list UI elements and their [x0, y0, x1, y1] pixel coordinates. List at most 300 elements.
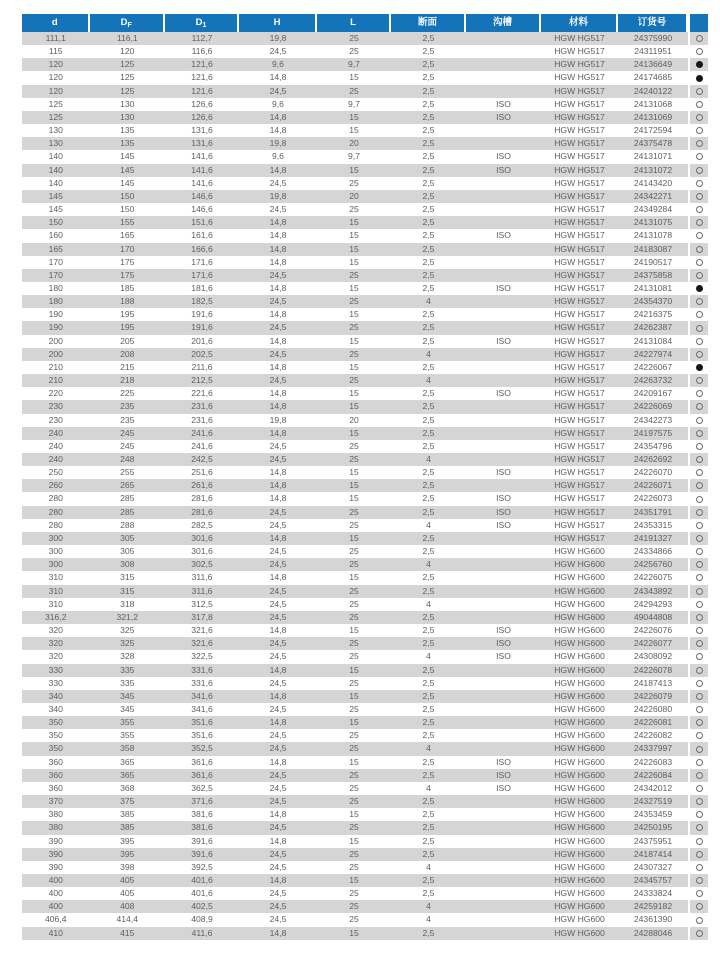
- cell-d1: 211,6: [165, 361, 239, 374]
- cell-df: 414,4: [90, 913, 166, 926]
- cell-d1: 391,6: [165, 835, 239, 848]
- cell-h: 14,8: [239, 400, 317, 413]
- cell-d1: 321,6: [165, 624, 239, 637]
- table-row: [22, 164, 708, 177]
- cell-groove: [466, 374, 541, 387]
- cell-section: 2,5: [391, 256, 466, 269]
- table-row: [22, 216, 708, 229]
- cell-l: 25: [317, 519, 391, 532]
- cell-order-number: 24311951: [618, 45, 688, 58]
- status-empty-circle-icon: [696, 732, 703, 739]
- cell-section: 2,5: [391, 729, 466, 742]
- cell-df: 255: [90, 466, 166, 479]
- cell-l: 15: [317, 808, 391, 821]
- cell-status: [690, 598, 708, 611]
- cell-h: 24,5: [239, 611, 317, 624]
- table-row: [22, 900, 708, 913]
- cell-status: [690, 321, 708, 334]
- cell-material: HGW HG600: [541, 782, 618, 795]
- cell-l: 25: [317, 177, 391, 190]
- status-empty-circle-icon: [696, 759, 703, 766]
- cell-h: 14,8: [239, 124, 317, 137]
- cell-material: HGW HG517: [541, 335, 618, 348]
- cell-l: 25: [317, 269, 391, 282]
- cell-df: 405: [90, 874, 166, 887]
- cell-l: 9,7: [317, 58, 391, 71]
- cell-order-number: 24216375: [618, 308, 688, 321]
- cell-groove: [466, 887, 541, 900]
- cell-df: 225: [90, 387, 166, 400]
- cell-df: 235: [90, 414, 166, 427]
- cell-material: HGW HG600: [541, 756, 618, 769]
- cell-d: 370: [22, 795, 90, 808]
- cell-l: 25: [317, 650, 391, 663]
- cell-l: 15: [317, 532, 391, 545]
- cell-section: 2,5: [391, 637, 466, 650]
- cell-material: HGW HG517: [541, 282, 618, 295]
- cell-section: 2,5: [391, 98, 466, 111]
- cell-l: 15: [317, 927, 391, 940]
- cell-order-number: 24262692: [618, 453, 688, 466]
- cell-order-number: 24307327: [618, 861, 688, 874]
- cell-d: 350: [22, 729, 90, 742]
- status-empty-circle-icon: [696, 298, 703, 305]
- cell-status: [690, 782, 708, 795]
- cell-section: 2,5: [391, 795, 466, 808]
- cell-status: [690, 111, 708, 124]
- cell-df: 408: [90, 900, 166, 913]
- cell-df: 135: [90, 124, 166, 137]
- status-filled-circle-icon: [696, 75, 703, 82]
- cell-df: 185: [90, 282, 166, 295]
- cell-groove: ISO: [466, 756, 541, 769]
- cell-status: [690, 308, 708, 321]
- cell-order-number: 24131071: [618, 150, 688, 163]
- cell-df: 365: [90, 769, 166, 782]
- cell-status: [690, 637, 708, 650]
- cell-section: 2,5: [391, 335, 466, 348]
- cell-status: [690, 900, 708, 913]
- cell-l: 25: [317, 637, 391, 650]
- cell-d1: 161,6: [165, 229, 239, 242]
- cell-h: 14,8: [239, 216, 317, 229]
- cell-groove: [466, 124, 541, 137]
- cell-order-number: 24187413: [618, 677, 688, 690]
- cell-section: 2,5: [391, 874, 466, 887]
- cell-section: 2,5: [391, 690, 466, 703]
- cell-d1: 322,5: [165, 650, 239, 663]
- cell-l: 25: [317, 440, 391, 453]
- cell-order-number: 24353459: [618, 808, 688, 821]
- status-empty-circle-icon: [696, 930, 703, 937]
- table-row: [22, 598, 708, 611]
- status-empty-circle-icon: [696, 338, 703, 345]
- cell-d1: 171,6: [165, 256, 239, 269]
- cell-df: 368: [90, 782, 166, 795]
- cell-d1: 311,6: [165, 571, 239, 584]
- cell-d: 240: [22, 440, 90, 453]
- cell-section: 4: [391, 348, 466, 361]
- status-empty-circle-icon: [696, 574, 703, 581]
- cell-d1: 321,6: [165, 637, 239, 650]
- cell-status: [690, 58, 708, 71]
- status-empty-circle-icon: [696, 798, 703, 805]
- cell-h: 24,5: [239, 729, 317, 742]
- cell-groove: ISO: [466, 506, 541, 519]
- cell-l: 15: [317, 256, 391, 269]
- cell-status: [690, 98, 708, 111]
- cell-h: 14,8: [239, 229, 317, 242]
- cell-df: 325: [90, 624, 166, 637]
- cell-groove: [466, 256, 541, 269]
- cell-material: HGW HG600: [541, 637, 618, 650]
- cell-h: 14,8: [239, 335, 317, 348]
- cell-order-number: 24375951: [618, 835, 688, 848]
- cell-d1: 351,6: [165, 729, 239, 742]
- cell-d: 190: [22, 308, 90, 321]
- table-body: [22, 32, 708, 940]
- cell-l: 15: [317, 361, 391, 374]
- status-empty-circle-icon: [696, 232, 703, 239]
- cell-h: 14,8: [239, 256, 317, 269]
- cell-order-number: 24250195: [618, 821, 688, 834]
- cell-groove: [466, 821, 541, 834]
- cell-groove: [466, 861, 541, 874]
- status-empty-circle-icon: [696, 35, 703, 42]
- cell-d: 360: [22, 769, 90, 782]
- cell-l: 15: [317, 335, 391, 348]
- cell-d1: 121,6: [165, 85, 239, 98]
- cell-order-number: 24226069: [618, 400, 688, 413]
- cell-status: [690, 835, 708, 848]
- cell-groove: [466, 427, 541, 440]
- column-header-label: D: [120, 17, 128, 28]
- cell-d1: 281,6: [165, 492, 239, 505]
- cell-df: 315: [90, 585, 166, 598]
- cell-order-number: 24226067: [618, 361, 688, 374]
- cell-df: 130: [90, 111, 166, 124]
- table-row: [22, 190, 708, 203]
- cell-status: [690, 32, 708, 45]
- cell-df: 188: [90, 295, 166, 308]
- cell-h: 24,5: [239, 203, 317, 216]
- cell-material: HGW HG517: [541, 256, 618, 269]
- cell-d1: 408,9: [165, 913, 239, 926]
- cell-groove: ISO: [466, 150, 541, 163]
- cell-status: [690, 677, 708, 690]
- cell-groove: ISO: [466, 769, 541, 782]
- cell-section: 4: [391, 295, 466, 308]
- cell-d: 210: [22, 374, 90, 387]
- cell-l: 15: [317, 71, 391, 84]
- cell-material: HGW HG517: [541, 321, 618, 334]
- cell-l: 25: [317, 203, 391, 216]
- cell-order-number: 24191327: [618, 532, 688, 545]
- cell-l: 15: [317, 387, 391, 400]
- table-row: [22, 835, 708, 848]
- cell-df: 125: [90, 85, 166, 98]
- cell-d: 115: [22, 45, 90, 58]
- cell-material: HGW HG517: [541, 387, 618, 400]
- table-row: [22, 335, 708, 348]
- status-empty-circle-icon: [696, 522, 703, 529]
- cell-l: 9,7: [317, 150, 391, 163]
- cell-order-number: 24375478: [618, 137, 688, 150]
- table-row: [22, 611, 708, 624]
- cell-d1: 381,6: [165, 821, 239, 834]
- cell-groove: [466, 216, 541, 229]
- status-empty-circle-icon: [696, 851, 703, 858]
- cell-d1: 302,5: [165, 558, 239, 571]
- status-empty-circle-icon: [696, 311, 703, 318]
- cell-d: 316,2: [22, 611, 90, 624]
- cell-h: 24,5: [239, 782, 317, 795]
- cell-groove: ISO: [466, 466, 541, 479]
- cell-l: 20: [317, 137, 391, 150]
- cell-order-number: 24131072: [618, 164, 688, 177]
- table-row: [22, 716, 708, 729]
- cell-l: 15: [317, 164, 391, 177]
- cell-material: HGW HG517: [541, 98, 618, 111]
- cell-d: 380: [22, 821, 90, 834]
- cell-groove: [466, 400, 541, 413]
- cell-d1: 392,5: [165, 861, 239, 874]
- cell-status: [690, 229, 708, 242]
- cell-status: [690, 808, 708, 821]
- cell-section: 4: [391, 861, 466, 874]
- cell-d1: 361,6: [165, 769, 239, 782]
- cell-d1: 361,6: [165, 756, 239, 769]
- cell-l: 15: [317, 282, 391, 295]
- cell-section: 4: [391, 782, 466, 795]
- cell-l: 15: [317, 756, 391, 769]
- cell-section: 2,5: [391, 111, 466, 124]
- table-row: [22, 690, 708, 703]
- cell-d1: 317,8: [165, 611, 239, 624]
- cell-df: 385: [90, 808, 166, 821]
- status-empty-circle-icon: [696, 390, 703, 397]
- cell-material: HGW HG517: [541, 492, 618, 505]
- table-row: [22, 664, 708, 677]
- cell-section: 2,5: [391, 229, 466, 242]
- cell-df: 150: [90, 190, 166, 203]
- status-empty-circle-icon: [696, 430, 703, 437]
- cell-df: 318: [90, 598, 166, 611]
- cell-l: 9,7: [317, 98, 391, 111]
- column-header-status: [690, 14, 708, 32]
- cell-status: [690, 532, 708, 545]
- cell-status: [690, 295, 708, 308]
- cell-d: 160: [22, 229, 90, 242]
- cell-material: HGW HG517: [541, 374, 618, 387]
- cell-h: 14,8: [239, 532, 317, 545]
- cell-d: 240: [22, 427, 90, 440]
- cell-l: 25: [317, 321, 391, 334]
- status-empty-circle-icon: [696, 838, 703, 845]
- cell-material: HGW HG517: [541, 440, 618, 453]
- cell-d1: 282,5: [165, 519, 239, 532]
- cell-h: 14,8: [239, 71, 317, 84]
- column-header-label: d: [51, 17, 58, 28]
- cell-h: 14,8: [239, 308, 317, 321]
- cell-section: 2,5: [391, 203, 466, 216]
- cell-d1: 181,6: [165, 282, 239, 295]
- cell-d: 390: [22, 835, 90, 848]
- table-row: [22, 150, 708, 163]
- cell-groove: [466, 440, 541, 453]
- cell-df: 355: [90, 729, 166, 742]
- cell-section: 4: [391, 742, 466, 755]
- status-empty-circle-icon: [696, 588, 703, 595]
- status-empty-circle-icon: [696, 325, 703, 332]
- cell-material: HGW HG600: [541, 571, 618, 584]
- cell-h: 24,5: [239, 45, 317, 58]
- cell-l: 25: [317, 32, 391, 45]
- cell-l: 25: [317, 887, 391, 900]
- cell-status: [690, 269, 708, 282]
- cell-d: 320: [22, 637, 90, 650]
- cell-d1: 351,6: [165, 716, 239, 729]
- cell-h: 24,5: [239, 374, 317, 387]
- cell-l: 25: [317, 558, 391, 571]
- table-row: [22, 348, 708, 361]
- cell-h: 14,8: [239, 664, 317, 677]
- cell-h: 24,5: [239, 295, 317, 308]
- cell-df: 358: [90, 742, 166, 755]
- cell-order-number: 24354796: [618, 440, 688, 453]
- cell-material: HGW HG600: [541, 624, 618, 637]
- cell-order-number: 24226077: [618, 637, 688, 650]
- cell-material: HGW HG517: [541, 519, 618, 532]
- cell-status: [690, 492, 708, 505]
- cell-material: HGW HG517: [541, 137, 618, 150]
- cell-d: 400: [22, 874, 90, 887]
- cell-df: 405: [90, 887, 166, 900]
- cell-df: 365: [90, 756, 166, 769]
- cell-h: 9,6: [239, 150, 317, 163]
- cell-material: HGW HG517: [541, 177, 618, 190]
- cell-status: [690, 729, 708, 742]
- cell-order-number: 24172594: [618, 124, 688, 137]
- cell-h: 9,6: [239, 58, 317, 71]
- cell-h: 24,5: [239, 177, 317, 190]
- cell-df: 335: [90, 664, 166, 677]
- cell-status: [690, 150, 708, 163]
- cell-order-number: 24226075: [618, 571, 688, 584]
- table-row: [22, 506, 708, 519]
- cell-l: 25: [317, 545, 391, 558]
- cell-df: 315: [90, 571, 166, 584]
- table-row: [22, 479, 708, 492]
- cell-material: HGW HG600: [541, 861, 618, 874]
- status-empty-circle-icon: [696, 153, 703, 160]
- cell-material: HGW HG600: [541, 703, 618, 716]
- cell-d: 120: [22, 85, 90, 98]
- cell-df: 355: [90, 716, 166, 729]
- cell-l: 25: [317, 861, 391, 874]
- table-row: [22, 650, 708, 663]
- cell-section: 2,5: [391, 611, 466, 624]
- cell-groove: [466, 545, 541, 558]
- cell-groove: [466, 874, 541, 887]
- cell-material: HGW HG600: [541, 848, 618, 861]
- table-row: [22, 729, 708, 742]
- table-row: [22, 124, 708, 137]
- cell-df: 285: [90, 492, 166, 505]
- table-row: [22, 545, 708, 558]
- table-row: [22, 519, 708, 532]
- cell-d1: 131,6: [165, 137, 239, 150]
- cell-d: 145: [22, 203, 90, 216]
- cell-material: HGW HG517: [541, 203, 618, 216]
- status-empty-circle-icon: [696, 417, 703, 424]
- cell-h: 19,8: [239, 414, 317, 427]
- cell-h: 24,5: [239, 85, 317, 98]
- cell-h: 14,8: [239, 387, 317, 400]
- status-empty-circle-icon: [696, 193, 703, 200]
- cell-l: 25: [317, 821, 391, 834]
- cell-groove: [466, 742, 541, 755]
- cell-l: 15: [317, 400, 391, 413]
- status-empty-circle-icon: [696, 443, 703, 450]
- cell-section: 4: [391, 558, 466, 571]
- cell-order-number: 24342273: [618, 414, 688, 427]
- status-empty-circle-icon: [696, 246, 703, 253]
- cell-order-number: 24183087: [618, 243, 688, 256]
- cell-d: 280: [22, 519, 90, 532]
- column-header-label: L: [350, 17, 356, 28]
- cell-material: HGW HG600: [541, 545, 618, 558]
- cell-l: 25: [317, 348, 391, 361]
- cell-d: 360: [22, 782, 90, 795]
- cell-df: 170: [90, 243, 166, 256]
- cell-groove: [466, 190, 541, 203]
- column-header-label: 材料: [568, 17, 588, 28]
- cell-l: 25: [317, 769, 391, 782]
- cell-d1: 411,6: [165, 927, 239, 940]
- status-empty-circle-icon: [696, 535, 703, 542]
- cell-d: 125: [22, 98, 90, 111]
- cell-status: [690, 190, 708, 203]
- column-header-d1: [165, 14, 239, 32]
- status-empty-circle-icon: [696, 456, 703, 463]
- cell-h: 24,5: [239, 519, 317, 532]
- cell-df: 328: [90, 650, 166, 663]
- cell-section: 2,5: [391, 756, 466, 769]
- status-empty-circle-icon: [696, 903, 703, 910]
- status-empty-circle-icon: [696, 548, 703, 555]
- cell-status: [690, 440, 708, 453]
- cell-d: 300: [22, 532, 90, 545]
- cell-d1: 151,6: [165, 216, 239, 229]
- cell-section: 2,5: [391, 58, 466, 71]
- cell-d: 180: [22, 295, 90, 308]
- cell-section: 4: [391, 913, 466, 926]
- cell-d: 170: [22, 269, 90, 282]
- cell-df: 325: [90, 637, 166, 650]
- cell-section: 2,5: [391, 466, 466, 479]
- cell-groove: [466, 703, 541, 716]
- cell-section: 2,5: [391, 440, 466, 453]
- cell-df: 375: [90, 795, 166, 808]
- cell-h: 24,5: [239, 821, 317, 834]
- cell-status: [690, 624, 708, 637]
- cell-order-number: 24240122: [618, 85, 688, 98]
- cell-order-number: 24294293: [618, 598, 688, 611]
- cell-l: 15: [317, 664, 391, 677]
- cell-h: 14,8: [239, 690, 317, 703]
- cell-groove: ISO: [466, 387, 541, 400]
